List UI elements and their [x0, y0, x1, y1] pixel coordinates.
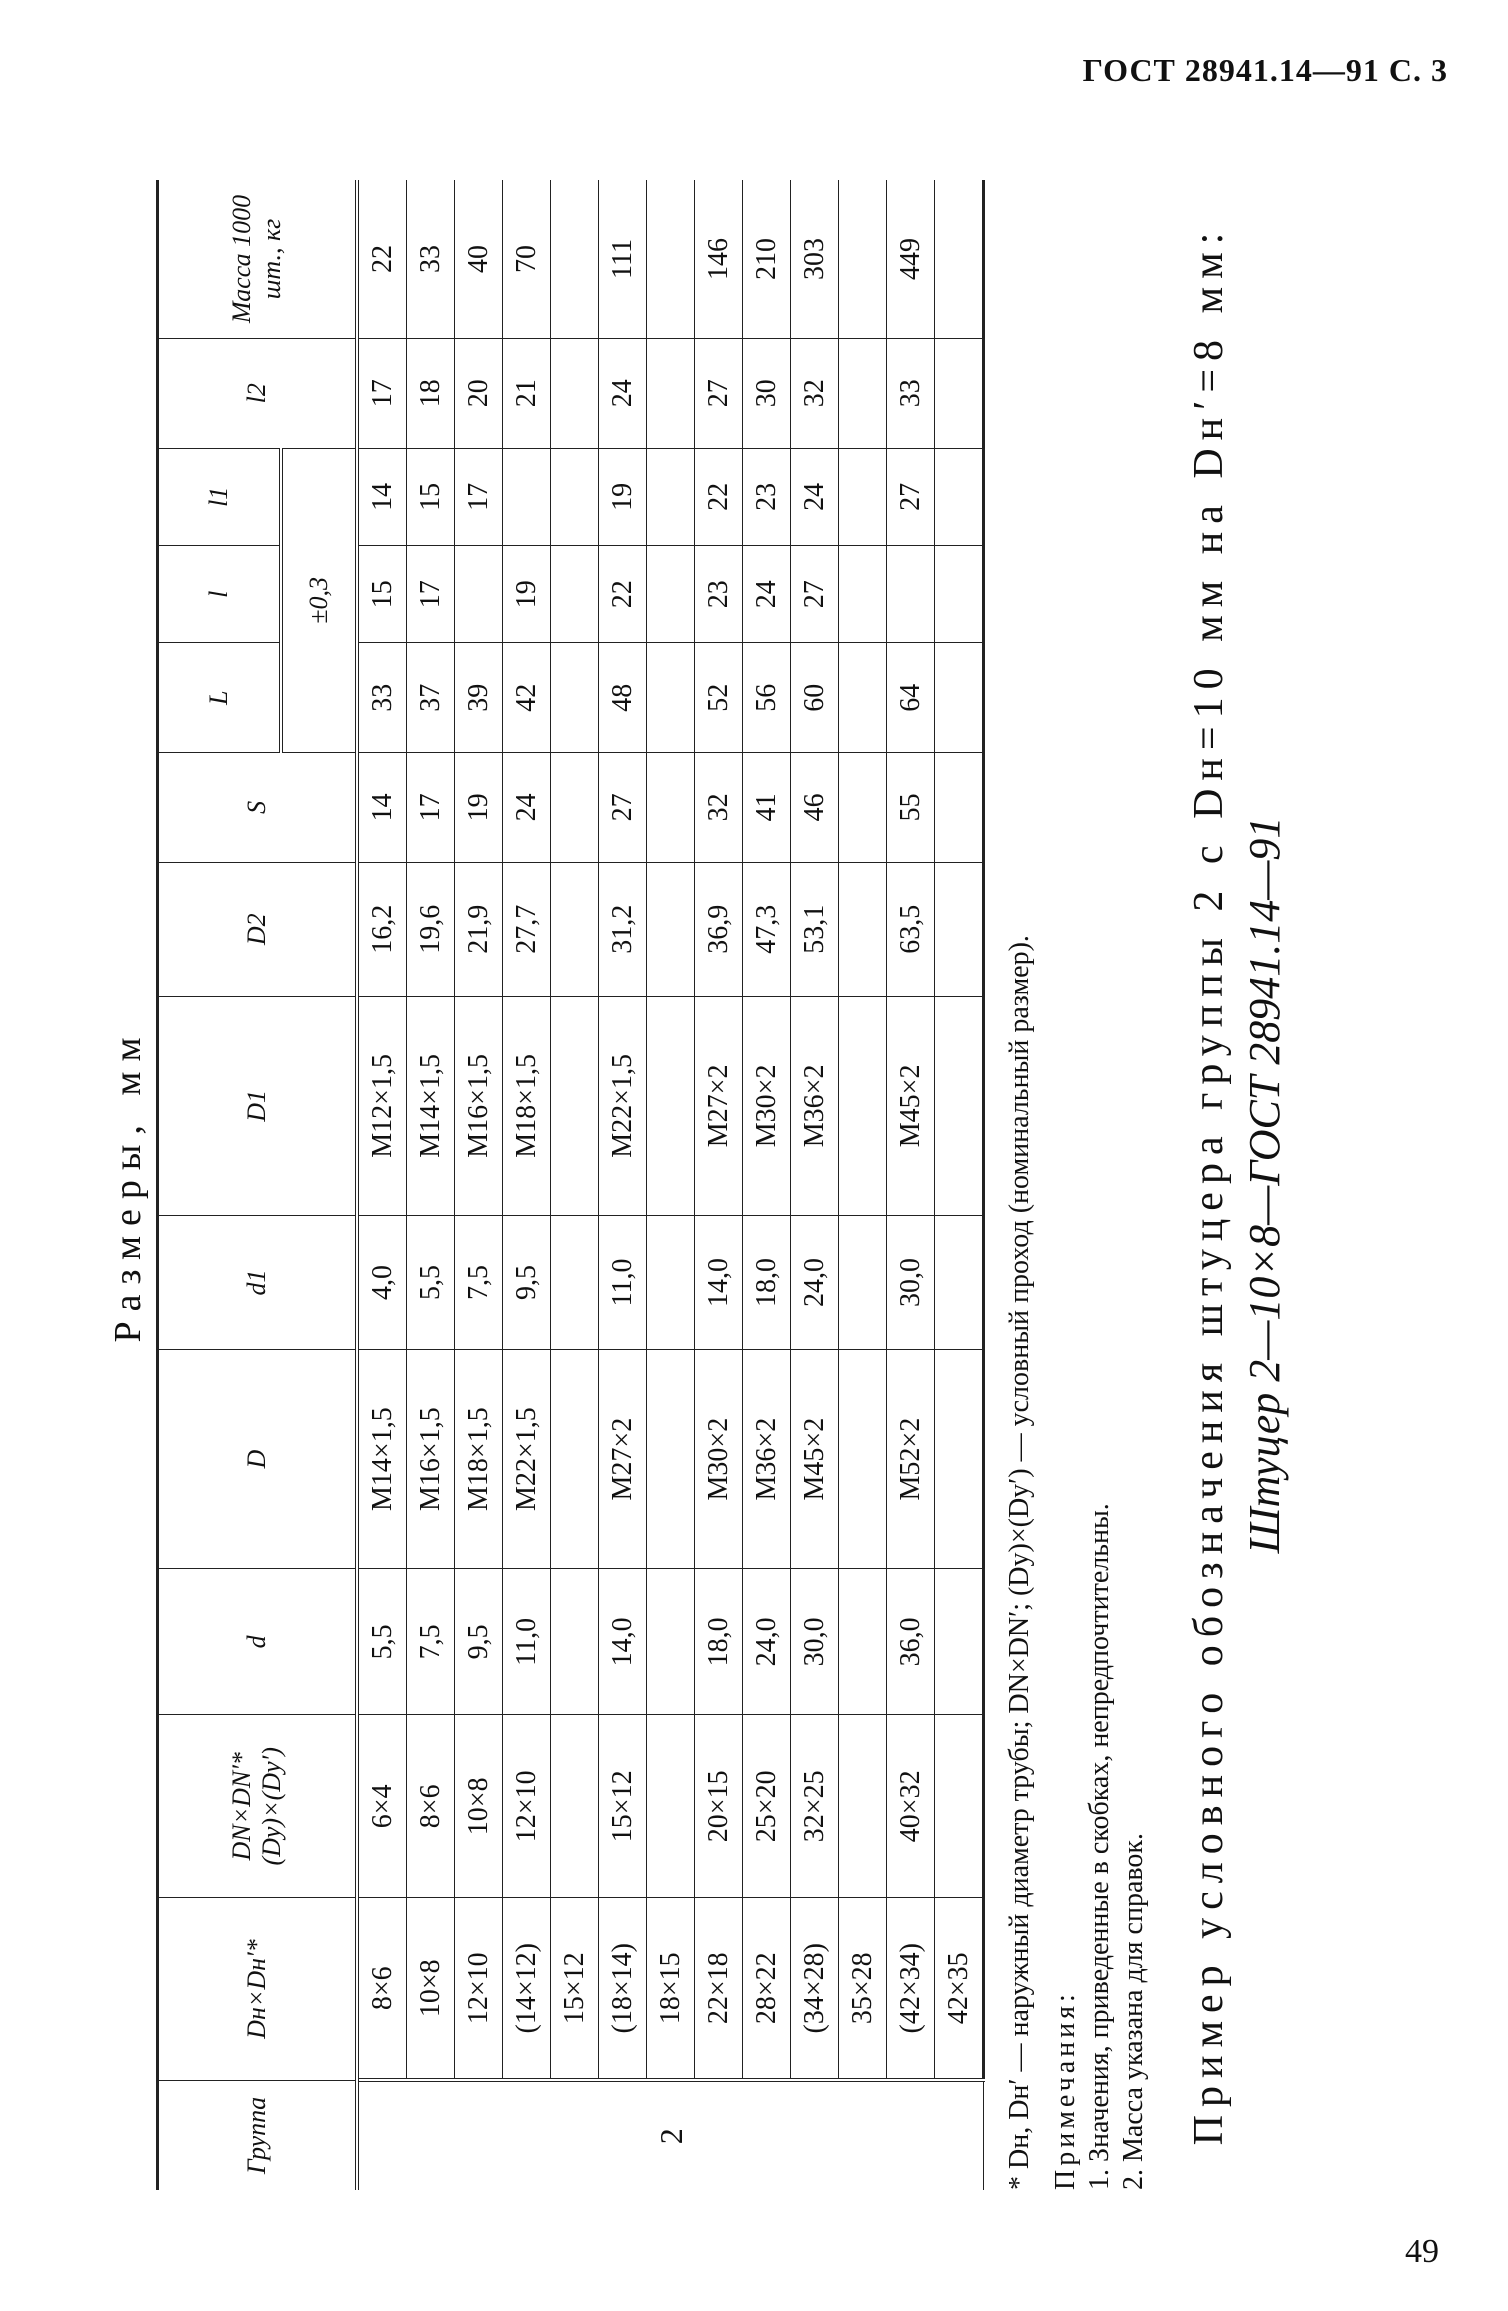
cell-l2: 24	[599, 338, 647, 448]
header-l1: l1	[158, 448, 282, 545]
cell-l	[839, 546, 887, 643]
cell-D2	[647, 862, 695, 996]
cell-mass	[551, 180, 599, 338]
cell-dn: 10×8	[407, 1898, 455, 2081]
cell-mass	[935, 180, 984, 338]
cell-S: 14	[357, 753, 407, 863]
cell-d1: 4,0	[357, 1216, 407, 1350]
cell-dn: 15×12	[551, 1898, 599, 2081]
header-D: D	[158, 1350, 358, 1569]
cell-mass: 40	[455, 180, 503, 338]
cell-l1	[503, 448, 551, 545]
cell-l1	[551, 448, 599, 545]
cell-L: 42	[503, 643, 551, 753]
cell-l: 15	[357, 546, 407, 643]
cell-D: M22×1,5	[503, 1350, 551, 1569]
cell-L: 56	[743, 643, 791, 753]
cell-dndn: 40×32	[887, 1715, 935, 1898]
cell-dndn	[551, 1715, 599, 1898]
cell-l: 23	[695, 546, 743, 643]
cell-D1: M30×2	[743, 996, 791, 1215]
header-S: S	[158, 753, 358, 863]
size-caption: Размеры, мм	[107, 1027, 149, 1343]
cell-D2: 47,3	[743, 862, 791, 996]
cell-D1: M22×1,5	[599, 996, 647, 1215]
cell-D2: 36,9	[695, 862, 743, 996]
note-2: 2. Масса указана для справок.	[1118, 1832, 1149, 2190]
cell-dndn: 15×12	[599, 1715, 647, 1898]
cell-D: M45×2	[791, 1350, 839, 1569]
cell-d: 7,5	[407, 1569, 455, 1715]
cell-D: M30×2	[695, 1350, 743, 1569]
cell-D1: M36×2	[791, 996, 839, 1215]
cell-d1	[839, 1216, 887, 1350]
header-d: d	[158, 1569, 358, 1715]
table-row	[791, 180, 839, 2190]
cell-D1	[839, 996, 887, 1215]
table-row	[357, 180, 407, 2190]
table-row	[407, 180, 455, 2190]
cell-l2	[551, 338, 599, 448]
cell-l1: 22	[695, 448, 743, 545]
cell-d: 30,0	[791, 1569, 839, 1715]
cell-D1: M14×1,5	[407, 996, 455, 1215]
page-number: 49	[1405, 2233, 1439, 2270]
cell-d1: 30,0	[887, 1216, 935, 1350]
cell-D	[647, 1350, 695, 1569]
cell-dn: (34×28)	[791, 1898, 839, 2081]
table-row	[839, 180, 887, 2190]
cell-l: 19	[503, 546, 551, 643]
cell-L: 52	[695, 643, 743, 753]
cell-dn: (42×34)	[887, 1898, 935, 2081]
cell-dn: 35×28	[839, 1898, 887, 2081]
cell-l	[551, 546, 599, 643]
cell-D1	[647, 996, 695, 1215]
cell-S: 55	[887, 753, 935, 863]
cell-l	[887, 546, 935, 643]
cell-D1: M18×1,5	[503, 996, 551, 1215]
table-row	[695, 180, 743, 2190]
cell-D	[551, 1350, 599, 1569]
cell-S	[551, 753, 599, 863]
cell-d: 11,0	[503, 1569, 551, 1715]
cell-l2: 18	[407, 338, 455, 448]
cell-d	[935, 1569, 984, 1715]
cell-l2: 30	[743, 338, 791, 448]
cell-S: 17	[407, 753, 455, 863]
header-l: l	[158, 546, 282, 643]
cell-l	[935, 546, 984, 643]
cell-d: 14,0	[599, 1569, 647, 1715]
cell-d: 36,0	[887, 1569, 935, 1715]
cell-l2: 17	[357, 338, 407, 448]
cell-d1: 18,0	[743, 1216, 791, 1350]
cell-D	[935, 1350, 984, 1569]
cell-D: M14×1,5	[357, 1350, 407, 1569]
cell-l1: 15	[407, 448, 455, 545]
group-cell: 2	[357, 2080, 984, 2190]
table-row	[551, 180, 599, 2190]
table-row	[743, 180, 791, 2190]
cell-D1: M16×1,5	[455, 996, 503, 1215]
cell-d1: 11,0	[599, 1216, 647, 1350]
cell-S	[935, 753, 984, 863]
document-header: ГОСТ 28941.14—91 С. 3	[1082, 52, 1448, 88]
cell-dndn: 20×15	[695, 1715, 743, 1898]
cell-mass: 303	[791, 180, 839, 338]
cell-d	[647, 1569, 695, 1715]
cell-L: 39	[455, 643, 503, 753]
cell-d1: 7,5	[455, 1216, 503, 1350]
cell-D2	[935, 862, 984, 996]
cell-d1	[551, 1216, 599, 1350]
header-l2: l2	[158, 338, 358, 448]
cell-d1	[647, 1216, 695, 1350]
cell-D2	[551, 862, 599, 996]
cell-D2	[839, 862, 887, 996]
cell-D2: 31,2	[599, 862, 647, 996]
cell-l1: 19	[599, 448, 647, 545]
header-d1: d1	[158, 1216, 358, 1350]
cell-l2	[647, 338, 695, 448]
example-title: Пример условного обозначения штуцера группы 2 с Dн=10 мм на Dн′=8 мм:	[1186, 224, 1232, 2146]
cell-l1: 24	[791, 448, 839, 545]
cell-l1: 23	[743, 448, 791, 545]
cell-dn: 42×35	[935, 1898, 984, 2081]
cell-dndn	[647, 1715, 695, 1898]
cell-D: M18×1,5	[455, 1350, 503, 1569]
cell-D: M36×2	[743, 1350, 791, 1569]
cell-L: 64	[887, 643, 935, 753]
cell-d1: 5,5	[407, 1216, 455, 1350]
cell-S: 32	[695, 753, 743, 863]
cell-L: 33	[357, 643, 407, 753]
cell-l: 17	[407, 546, 455, 643]
cell-dndn: 12×10	[503, 1715, 551, 1898]
cell-d	[551, 1569, 599, 1715]
cell-D1	[551, 996, 599, 1215]
cell-D: M27×2	[599, 1350, 647, 1569]
cell-l	[455, 546, 503, 643]
cell-D2: 63,5	[887, 862, 935, 996]
cell-d: 9,5	[455, 1569, 503, 1715]
cell-dn: 18×15	[647, 1898, 695, 2081]
cell-l	[647, 546, 695, 643]
cell-dn: 28×22	[743, 1898, 791, 2081]
table-row	[503, 180, 551, 2190]
cell-dndn	[839, 1715, 887, 1898]
cell-dndn	[935, 1715, 984, 1898]
table-row	[935, 180, 984, 2190]
cell-l: 22	[599, 546, 647, 643]
cell-d1: 14,0	[695, 1216, 743, 1350]
footnotes	[1003, 180, 1151, 2190]
cell-D2: 27,7	[503, 862, 551, 996]
header-mass: Масса 1000 шт., кг	[158, 180, 358, 338]
example-code: Штуцер 2—10×8—ГОСТ 28941.14—91	[1240, 816, 1289, 1554]
cell-D2: 53,1	[791, 862, 839, 996]
dimensions-table	[156, 180, 985, 2190]
cell-L: 48	[599, 643, 647, 753]
cell-l2: 27	[695, 338, 743, 448]
cell-d: 5,5	[357, 1569, 407, 1715]
cell-D1: M27×2	[695, 996, 743, 1215]
cell-L	[935, 643, 984, 753]
cell-l1: 17	[455, 448, 503, 545]
cell-mass: 33	[407, 180, 455, 338]
cell-mass	[647, 180, 695, 338]
rotated-page-content	[100, 180, 1360, 2190]
header-dndn: DN×DN′* (Dy)×(Dy′)	[158, 1715, 358, 1898]
cell-L	[551, 643, 599, 753]
cell-l1: 14	[357, 448, 407, 545]
cell-l2	[839, 338, 887, 448]
cell-d1	[935, 1216, 984, 1350]
cell-l2: 21	[503, 338, 551, 448]
cell-mass: 146	[695, 180, 743, 338]
table-row	[599, 180, 647, 2190]
cell-D	[839, 1350, 887, 1569]
header-group: Группа	[158, 2080, 358, 2190]
cell-S: 27	[599, 753, 647, 863]
cell-dndn: 10×8	[455, 1715, 503, 1898]
cell-D: M52×2	[887, 1350, 935, 1569]
cell-l1	[647, 448, 695, 545]
cell-l1: 27	[887, 448, 935, 545]
cell-mass: 210	[743, 180, 791, 338]
cell-dndn: 32×25	[791, 1715, 839, 1898]
cell-D2: 21,9	[455, 862, 503, 996]
cell-D2: 19,6	[407, 862, 455, 996]
table-row	[647, 180, 695, 2190]
cell-mass: 70	[503, 180, 551, 338]
header-D2: D2	[158, 862, 358, 996]
cell-l: 24	[743, 546, 791, 643]
cell-mass	[839, 180, 887, 338]
cell-d: 18,0	[695, 1569, 743, 1715]
cell-dn: (18×14)	[599, 1898, 647, 2081]
table-row	[455, 180, 503, 2190]
cell-dn: 8×6	[357, 1898, 407, 2081]
cell-d1: 9,5	[503, 1216, 551, 1350]
cell-S	[839, 753, 887, 863]
cell-dndn: 8×6	[407, 1715, 455, 1898]
header-tolerance: ±0,3	[281, 448, 357, 753]
cell-D1: M45×2	[887, 996, 935, 1215]
cell-l2	[935, 338, 984, 448]
cell-dn: (14×12)	[503, 1898, 551, 2081]
cell-l2: 33	[887, 338, 935, 448]
cell-l1	[839, 448, 887, 545]
cell-d: 24,0	[743, 1569, 791, 1715]
note-1: 1. Значения, приведенные в скобках, непредпочтительны.	[1084, 1503, 1115, 2190]
table-row	[887, 180, 935, 2190]
cell-dndn: 6×4	[357, 1715, 407, 1898]
cell-D1	[935, 996, 984, 1215]
cell-l1	[935, 448, 984, 545]
cell-S: 24	[503, 753, 551, 863]
header-L: L	[158, 643, 282, 753]
cell-L	[839, 643, 887, 753]
cell-S: 46	[791, 753, 839, 863]
header-D1: D1	[158, 996, 358, 1215]
cell-d	[839, 1569, 887, 1715]
cell-l2: 32	[791, 338, 839, 448]
cell-L: 60	[791, 643, 839, 753]
cell-dn: 12×10	[455, 1898, 503, 2081]
cell-dndn: 25×20	[743, 1715, 791, 1898]
cell-D1: M12×1,5	[357, 996, 407, 1215]
header-dn: Dн×Dн′*	[158, 1898, 358, 2081]
cell-S: 19	[455, 753, 503, 863]
cell-D: M16×1,5	[407, 1350, 455, 1569]
cell-mass: 111	[599, 180, 647, 338]
footnote: * Dн, Dн′ — наружный диаметр трубы; DN×DN′; (Dy)×(Dy′) — условный проход (номинальный размер).	[1004, 935, 1035, 2190]
cell-l2: 20	[455, 338, 503, 448]
cell-S: 41	[743, 753, 791, 863]
notes-title: Примечания:	[1050, 1990, 1081, 2190]
cell-L: 37	[407, 643, 455, 753]
cell-dn: 22×18	[695, 1898, 743, 2081]
cell-mass: 449	[887, 180, 935, 338]
cell-mass: 22	[357, 180, 407, 338]
table-body	[357, 180, 984, 2190]
cell-l: 27	[791, 546, 839, 643]
cell-D2: 16,2	[357, 862, 407, 996]
cell-d1: 24,0	[791, 1216, 839, 1350]
cell-L	[647, 643, 695, 753]
cell-S	[647, 753, 695, 863]
